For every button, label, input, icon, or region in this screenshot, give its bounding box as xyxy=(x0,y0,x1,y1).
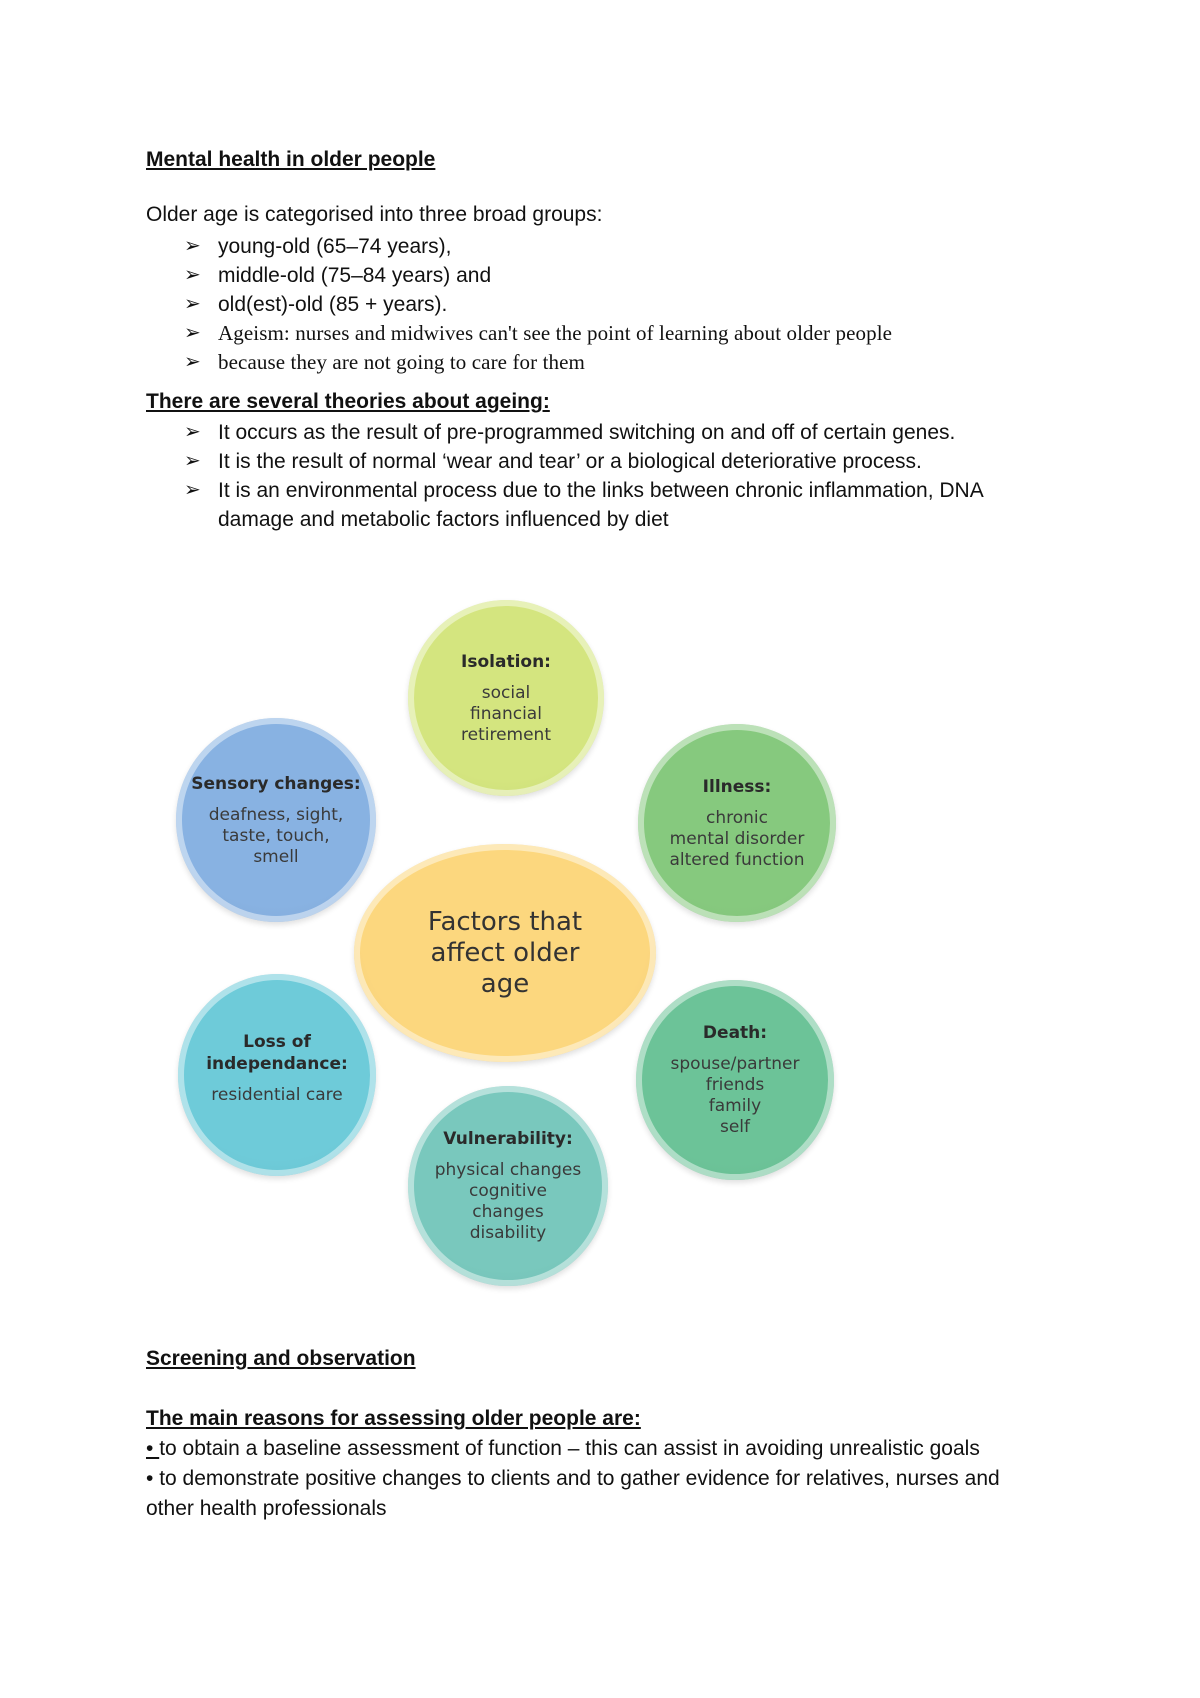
bubble-title: Isolation: xyxy=(461,651,551,672)
theories-heading: There are several theories about ageing: xyxy=(146,390,550,413)
list-item xyxy=(146,447,998,476)
bubble-title: Sensory changes: xyxy=(191,773,361,794)
list-item xyxy=(146,232,892,261)
arrow-bullet-icon: ➢ xyxy=(184,293,201,315)
bullet-marker: • xyxy=(146,1467,160,1490)
list-item-text: It occurs as the result of pre-programmed switching on and off of certain genes. xyxy=(218,421,956,444)
reason-line xyxy=(146,1467,1000,1491)
bubble-title: Illness: xyxy=(702,776,772,797)
isolation-bubble xyxy=(408,600,604,796)
list-item xyxy=(146,319,892,348)
bubble-line: residential care xyxy=(211,1084,343,1105)
list-item-text: It is the result of normal ‘wear and tear’ or a biological deteriorative process. xyxy=(218,450,922,473)
list-item-text: young-old (65–74 years), xyxy=(218,235,452,258)
list-item xyxy=(146,476,998,534)
bubble-line: cognitive xyxy=(469,1181,547,1201)
bubble-line: physical changes xyxy=(434,1160,582,1180)
reason-text: other health professionals xyxy=(146,1497,387,1520)
reasons-heading: The main reasons for assessing older people are: xyxy=(146,1407,641,1430)
bubble-line: taste, touch, xyxy=(222,825,330,846)
reason-text: to demonstrate positive changes to clients and to gather evidence for relatives, nurses and xyxy=(159,1467,1000,1490)
bubble-line: altered function xyxy=(669,849,805,870)
arrow-bullet-icon: ➢ xyxy=(184,479,201,501)
bubble-line: self xyxy=(719,1117,751,1137)
bullet-marker: • xyxy=(146,1437,160,1460)
page-title: Mental health in older people xyxy=(146,148,436,171)
list-item-text: because they are not going to care for them xyxy=(218,350,585,374)
bubble-line: chronic xyxy=(706,807,768,828)
center-bubble xyxy=(354,844,656,1062)
list-item-text: old(est)-old (85 + years). xyxy=(218,293,448,316)
list-item-text: Ageism: nurses and midwives can't see the point of learning about older people xyxy=(218,321,893,345)
bubble-line: friends xyxy=(705,1075,765,1095)
bubble-line: spouse/partner xyxy=(670,1054,800,1074)
arrow-bullet-icon: ➢ xyxy=(184,351,201,373)
loss-of-independence-bubble xyxy=(178,974,376,1176)
sensory-changes-bubble xyxy=(176,718,376,922)
arrow-bullet-icon: ➢ xyxy=(184,450,201,472)
bubble-line: deafness, sight, xyxy=(208,804,344,825)
bubble-line: smell xyxy=(253,846,299,867)
list-item-text: It is an environmental process due to the links between chronic inflammation, DNA damage and metabolic factors influenced by diet xyxy=(218,479,983,531)
arrow-bullet-icon: ➢ xyxy=(184,421,201,443)
bubble-line: family xyxy=(708,1096,762,1116)
bubble-line: disability xyxy=(469,1223,547,1243)
vulnerability-bubble xyxy=(408,1086,608,1286)
list-item xyxy=(146,348,892,377)
screening-heading: Screening and observation xyxy=(146,1347,416,1370)
reason-line xyxy=(146,1437,980,1461)
bubble-title: Vulnerability: xyxy=(443,1129,573,1149)
intro-text: Older age is categorised into three broad groups: xyxy=(146,203,603,226)
factors-diagram xyxy=(160,590,860,1310)
center-bubble-label: Factors that affect older age xyxy=(427,906,583,999)
bubble-title: Loss of xyxy=(243,1031,311,1052)
arrow-bullet-icon: ➢ xyxy=(184,264,201,286)
list-item xyxy=(146,261,892,290)
bubble-line: financial xyxy=(470,703,542,724)
arrow-bullet-icon: ➢ xyxy=(184,322,201,344)
bubble-line: social xyxy=(481,682,531,703)
list-item xyxy=(146,290,892,319)
illness-bubble xyxy=(638,724,836,922)
bubble-line: changes xyxy=(472,1202,544,1222)
bubble-title: Death: xyxy=(702,1023,768,1043)
arrow-bullet-icon: ➢ xyxy=(184,235,201,257)
bubble-title: independance: xyxy=(206,1053,348,1074)
bubble-line: retirement xyxy=(461,724,551,745)
death-bubble xyxy=(636,980,834,1180)
age-groups-list xyxy=(146,232,892,377)
list-item-text: middle-old (75–84 years) and xyxy=(218,264,492,287)
bubble-line: mental disorder xyxy=(669,828,805,849)
reason-text: to obtain a baseline assessment of function – this can assist in avoiding unrealistic goals xyxy=(159,1437,980,1460)
theories-list xyxy=(146,418,998,534)
list-item xyxy=(146,418,998,447)
reason-line xyxy=(146,1497,387,1521)
